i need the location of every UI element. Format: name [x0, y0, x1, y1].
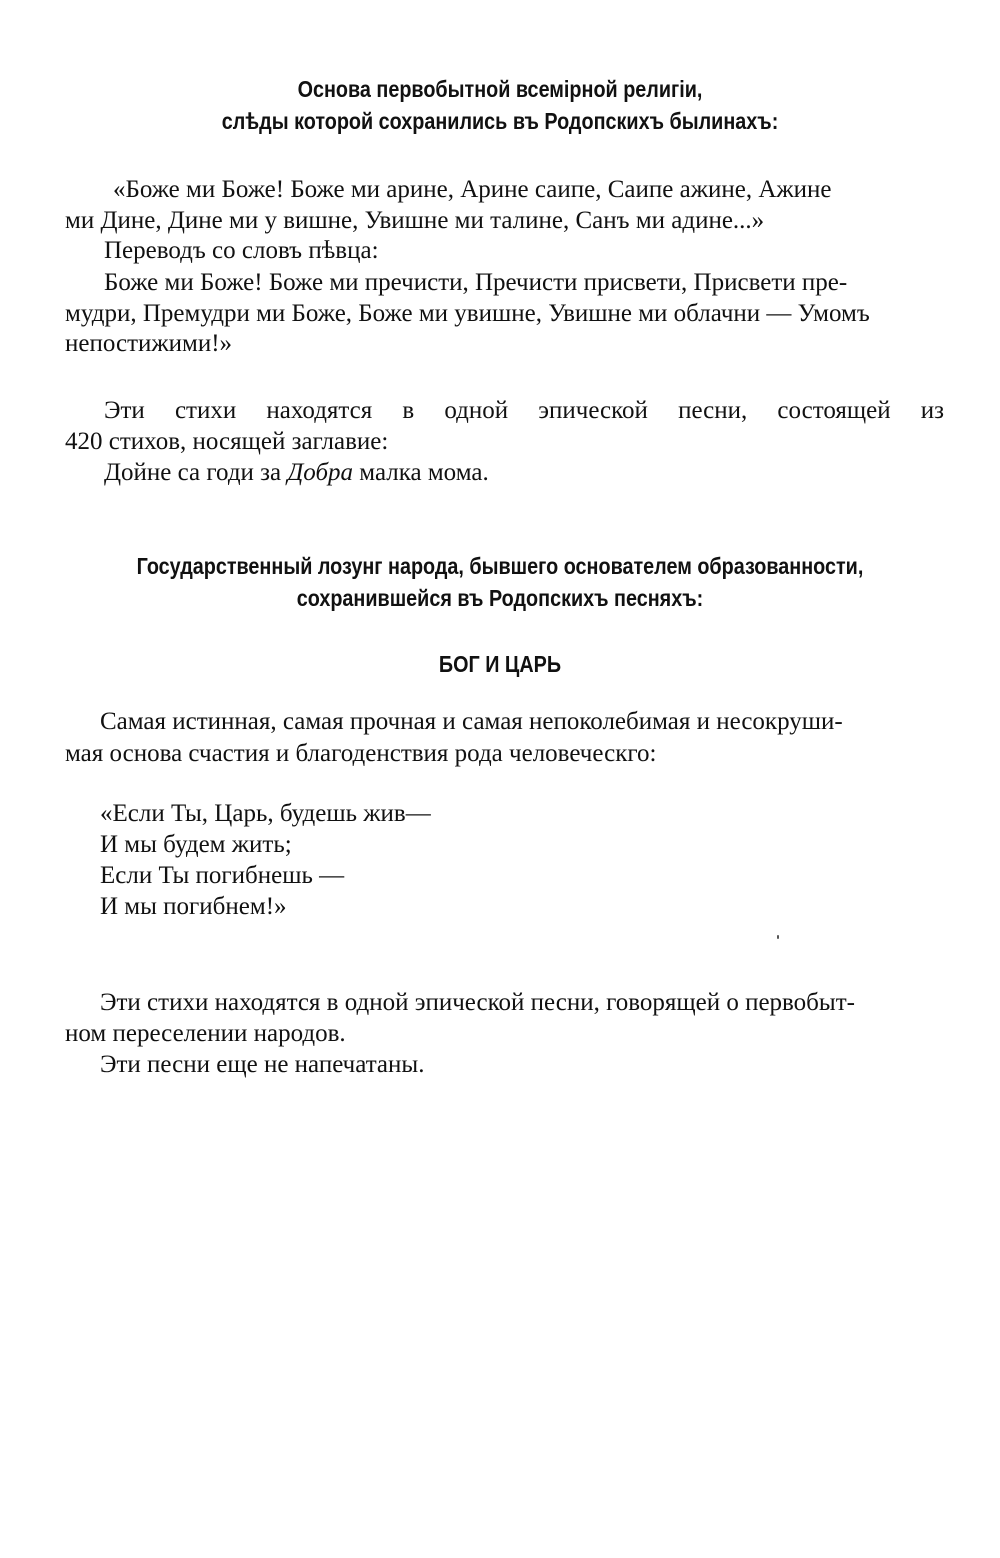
song-title-after: малка мома. [353, 459, 489, 486]
section2-heading-line1: Государственный лозунг народа, бывшего основателем образованности, [136, 553, 864, 579]
section1-note-line1: Эти стихи находятся в одной эпической песни, состоящей из [104, 397, 944, 424]
song-title [104, 458, 489, 488]
song-title-before: Дойне са годи за [104, 459, 288, 486]
song-title-italic: Добра [287, 459, 354, 486]
section1-heading-line2: слѣды которой сохранились въ Родопскихъ былинахъ: [221, 108, 779, 134]
quote-line2: ми Дине, Дине ми у вишне, Увишне ми талине, Санъ ми адине...» [65, 207, 765, 234]
verse-line: «Если Ты, Царь, будешь жив— [100, 800, 431, 827]
verse-line: И мы будем жить; [100, 831, 292, 858]
section1-heading-line1: Основа первобытной всемiрной религiи, [297, 76, 703, 102]
section2-subheading: БОГ И ЦАРЬ [438, 651, 562, 677]
translation-line2: мудри, Премудри ми Боже, Боже ми увишне, Увишне ми облачни — Умомъ [65, 300, 870, 327]
print-speck [777, 935, 779, 939]
intro-line2: мая основа счастия и благоденствия рода человеческго: [65, 740, 657, 767]
translation-line1: Боже ми Боже! Боже ми пречисти, Пречисти присвети, Присвети пре- [104, 269, 848, 296]
verse-line: Если Ты погибнешь — [100, 862, 345, 889]
verse-line: И мы погибнем!» [100, 893, 287, 920]
section2-heading-line2: сохранившейся въ Родопскихъ песняхъ: [296, 585, 704, 611]
quote-line1: «Боже ми Боже! Боже ми арине, Арине саипе, Саипе ажине, Ажине [113, 176, 832, 203]
section2-note-line2: ном переселении народов. [65, 1020, 346, 1047]
translation-line3: непостижими!» [65, 330, 233, 357]
translation-label: Переводъ со словъ пѣвца: [104, 237, 379, 264]
section1-note-line2: 420 стихов, носящей заглавие: [65, 428, 389, 455]
section2-note-line3: Эти песни еще не напечатаны. [100, 1051, 425, 1078]
section2-note-line1: Эти стихи находятся в одной эпической песни, говорящей о первобыт- [100, 989, 855, 1016]
intro-line1: Самая истинная, самая прочная и самая непоколебимая и несокруши- [100, 708, 843, 735]
